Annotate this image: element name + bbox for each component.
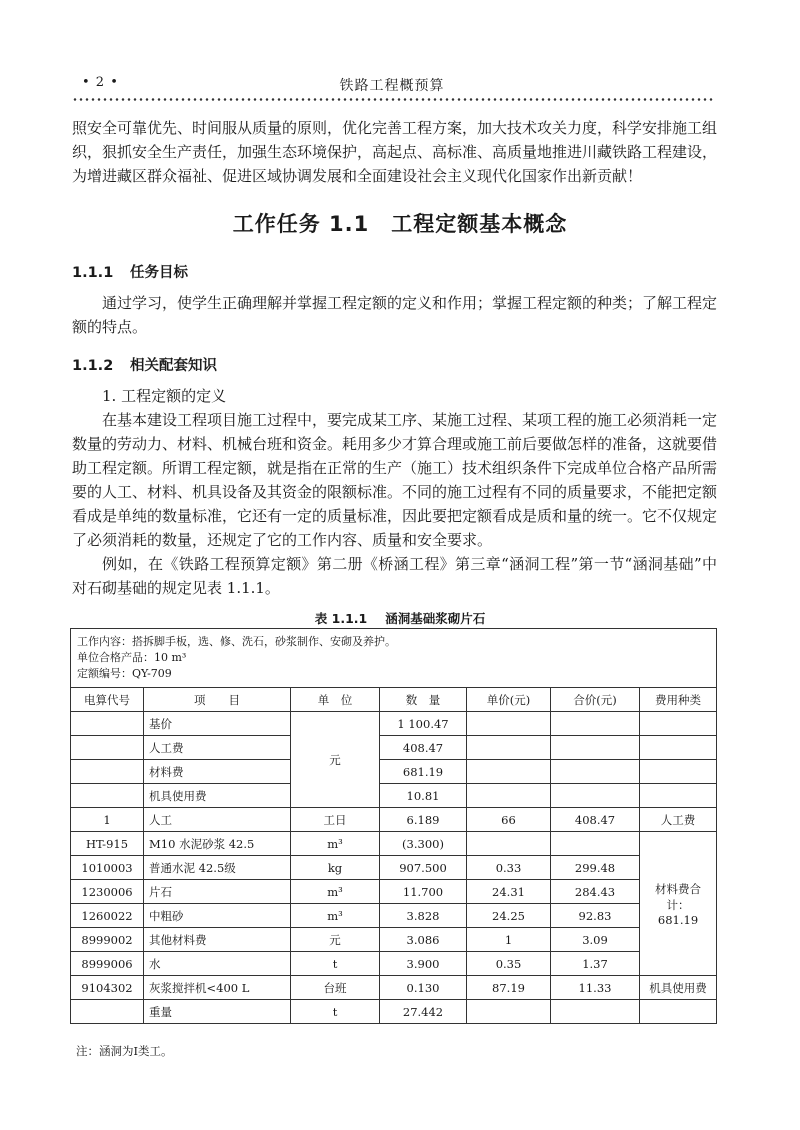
table-row — [71, 784, 717, 808]
unit-price-cell: 24.31 — [467, 880, 551, 904]
col-header: 单价(元) — [467, 688, 551, 712]
quantity-cell: 408.47 — [380, 736, 467, 760]
unit-cell: m³ — [291, 880, 380, 904]
unit-price-cell: 1 — [467, 928, 551, 952]
table-row — [71, 736, 717, 760]
item-cell: 其他材料费 — [144, 928, 291, 952]
unit-cell: 工日 — [291, 808, 380, 832]
quantity-cell: 6.189 — [380, 808, 467, 832]
item-cell: 材料费 — [144, 760, 291, 784]
code-cell: 9104302 — [71, 976, 144, 1000]
total-cell: 284.43 — [551, 880, 640, 904]
item-cell: 片石 — [144, 880, 291, 904]
code-cell: 1 — [71, 808, 144, 832]
table-row — [71, 760, 717, 784]
table-title: 涵洞基础浆砌片石 — [385, 611, 486, 626]
quantity-cell: 1 100.47 — [380, 712, 467, 736]
code-cell: 8999006 — [71, 952, 144, 976]
table-caption — [0, 609, 800, 627]
code-cell — [71, 1000, 144, 1024]
unit-cell: 元 — [291, 928, 380, 952]
unit-price-cell: 87.19 — [467, 976, 551, 1000]
category-cell: 机具使用费 — [640, 976, 717, 1000]
quantity-cell: 3.086 — [380, 928, 467, 952]
quantity-cell: 11.700 — [380, 880, 467, 904]
quantity-cell: 3.900 — [380, 952, 467, 976]
unit-cell: t — [291, 952, 380, 976]
col-header: 项 目 — [144, 688, 291, 712]
unit-price-cell: 0.35 — [467, 952, 551, 976]
table-info-cell — [71, 629, 717, 688]
section-title: 相关配套知识 — [130, 358, 217, 374]
table-row — [71, 952, 717, 976]
unit-cell: t — [291, 1000, 380, 1024]
book-title: 铁路工程概预算 — [339, 78, 445, 94]
unit-price-cell: 66 — [467, 808, 551, 832]
unit-cell: 台班 — [291, 976, 380, 1000]
total-cell: 3.09 — [551, 928, 640, 952]
item-cell: 人工 — [144, 808, 291, 832]
table-number: 表 1.1.1 — [314, 611, 368, 626]
intro-paragraph: 照安全可靠优先、时间服从质量的原则，优化完善工程方案，加大技术攻关力度，科学安排施工组织，狠抓安全生产责任，加强生态环境保护，高起点、高标准、高质量地推进川藏铁路工程建设，为增进藏区群众福祉、促进区域协调发展和全面建设社会主义现代化国家作出新贡献！ — [72, 119, 718, 185]
code-cell: HT-915 — [71, 832, 144, 856]
section-2-paragraph-1: 在基本建设工程项目施工过程中，要完成某工序、某施工过程、某项工程的施工必须消耗一定数量的劳动力、材料、机械台班和资金。耗用多少才算合理或施工前后要做怎样的准备，这就要借助工程定额。所谓工程定额，就是指在正常的生产（施工）技术组织条件下完成单位合格产品所需要的人工、材料、机具设备及其资金的限额标准。不同的施工过程有不同的质量要求，不能把定额看成是单纯的数量标准，它还有一定的质量标准，因此要把定额看成是质和量的统一。它不仅规定了必须消耗的数量，还规定了它的工作内容、质量和安全要求。 — [72, 411, 718, 549]
unit-price-cell: 0.33 — [467, 856, 551, 880]
code-cell: 1010003 — [71, 856, 144, 880]
table-note: 注：涵洞为Ⅰ类工。 — [76, 1044, 173, 1058]
material-category-cell — [640, 832, 717, 976]
table-info-row — [71, 629, 717, 688]
col-header: 单 位 — [291, 688, 380, 712]
table-row — [71, 976, 717, 1000]
total-cell — [551, 832, 640, 856]
table-row — [71, 928, 717, 952]
unit-price-cell — [467, 832, 551, 856]
table-row — [71, 832, 717, 856]
section-1-paragraph: 通过学习，使学生正确理解并掌握工程定额的定义和作用；掌握工程定额的种类；了解工程定额的特点。 — [72, 294, 718, 336]
work-content: 工作内容：搭拆脚手板，选、修、洗石，砂浆制作、安砌及养护。 — [77, 635, 396, 648]
item-cell: 基价 — [144, 712, 291, 736]
section-number: 1.1.1 — [72, 265, 114, 281]
unit-price-cell: 24.25 — [467, 904, 551, 928]
total-cell: 1.37 — [551, 952, 640, 976]
running-header — [72, 75, 712, 97]
item-cell: 中粗砂 — [144, 904, 291, 928]
total-cell: 408.47 — [551, 808, 640, 832]
col-header: 电算代号 — [71, 688, 144, 712]
item-cell: 重量 — [144, 1000, 291, 1024]
quantity-cell: 907.500 — [380, 856, 467, 880]
unit-cell: 元 — [291, 712, 380, 808]
table-row — [71, 904, 717, 928]
section-2-body — [72, 384, 717, 600]
category-cell: 人工费 — [640, 808, 717, 832]
item-cell: 普通水泥 42.5级 — [144, 856, 291, 880]
table-row — [71, 1000, 717, 1024]
col-header: 数 量 — [380, 688, 467, 712]
section-title: 任务目标 — [130, 265, 188, 281]
quantity-cell: 0.130 — [380, 976, 467, 1000]
unit-product: 单位合格产品：10 m³ — [77, 651, 187, 664]
quantity-cell: 681.19 — [380, 760, 467, 784]
total-cell: 299.48 — [551, 856, 640, 880]
col-header: 费用种类 — [640, 688, 717, 712]
material-category-value: 681.19 — [657, 912, 699, 927]
total-cell: 92.83 — [551, 904, 640, 928]
page-number: • 2 • — [82, 75, 119, 90]
code-cell: 1230006 — [71, 880, 144, 904]
item-cell: 人工费 — [144, 736, 291, 760]
code-cell: 8999002 — [71, 928, 144, 952]
quantity-cell: 10.81 — [380, 784, 467, 808]
table-row — [71, 856, 717, 880]
header-dotted-rule — [72, 97, 714, 105]
section-number: 1.1.2 — [72, 358, 114, 374]
table-row — [71, 880, 717, 904]
section-heading-1 — [72, 261, 188, 282]
item-cell: 水 — [144, 952, 291, 976]
subheading: 1. 工程定额的定义 — [102, 387, 227, 405]
quota-code: 定额编号：QY-709 — [77, 667, 172, 680]
item-cell: 灰浆搅拌机<400 L — [144, 976, 291, 1000]
item-cell: 机具使用费 — [144, 784, 291, 808]
task-title: 工作任务 1.1 工程定额基本概念 — [232, 212, 568, 236]
unit-cell: kg — [291, 856, 380, 880]
quantity-cell: (3.300) — [380, 832, 467, 856]
table-row — [71, 808, 717, 832]
material-category-label: 材料费合计： — [655, 881, 702, 912]
col-header: 合价(元) — [551, 688, 640, 712]
quantity-cell: 27.442 — [380, 1000, 467, 1024]
section-heading-2 — [72, 354, 217, 375]
unit-cell: m³ — [291, 904, 380, 928]
quantity-cell: 3.828 — [380, 904, 467, 928]
total-cell: 11.33 — [551, 976, 640, 1000]
code-cell: 1260022 — [71, 904, 144, 928]
table-row — [71, 712, 717, 736]
quota-table — [70, 628, 716, 1024]
section-2-paragraph-2: 例如，在《铁路工程预算定额》第二册《桥涵工程》第三章“涵洞工程”第一节“涵洞基础”中对石砌基础的规定见表 1.1.1。 — [72, 555, 717, 597]
item-cell: M10 水泥砂浆 42.5 — [144, 832, 291, 856]
unit-cell: m³ — [291, 832, 380, 856]
table-header-row — [71, 688, 717, 712]
